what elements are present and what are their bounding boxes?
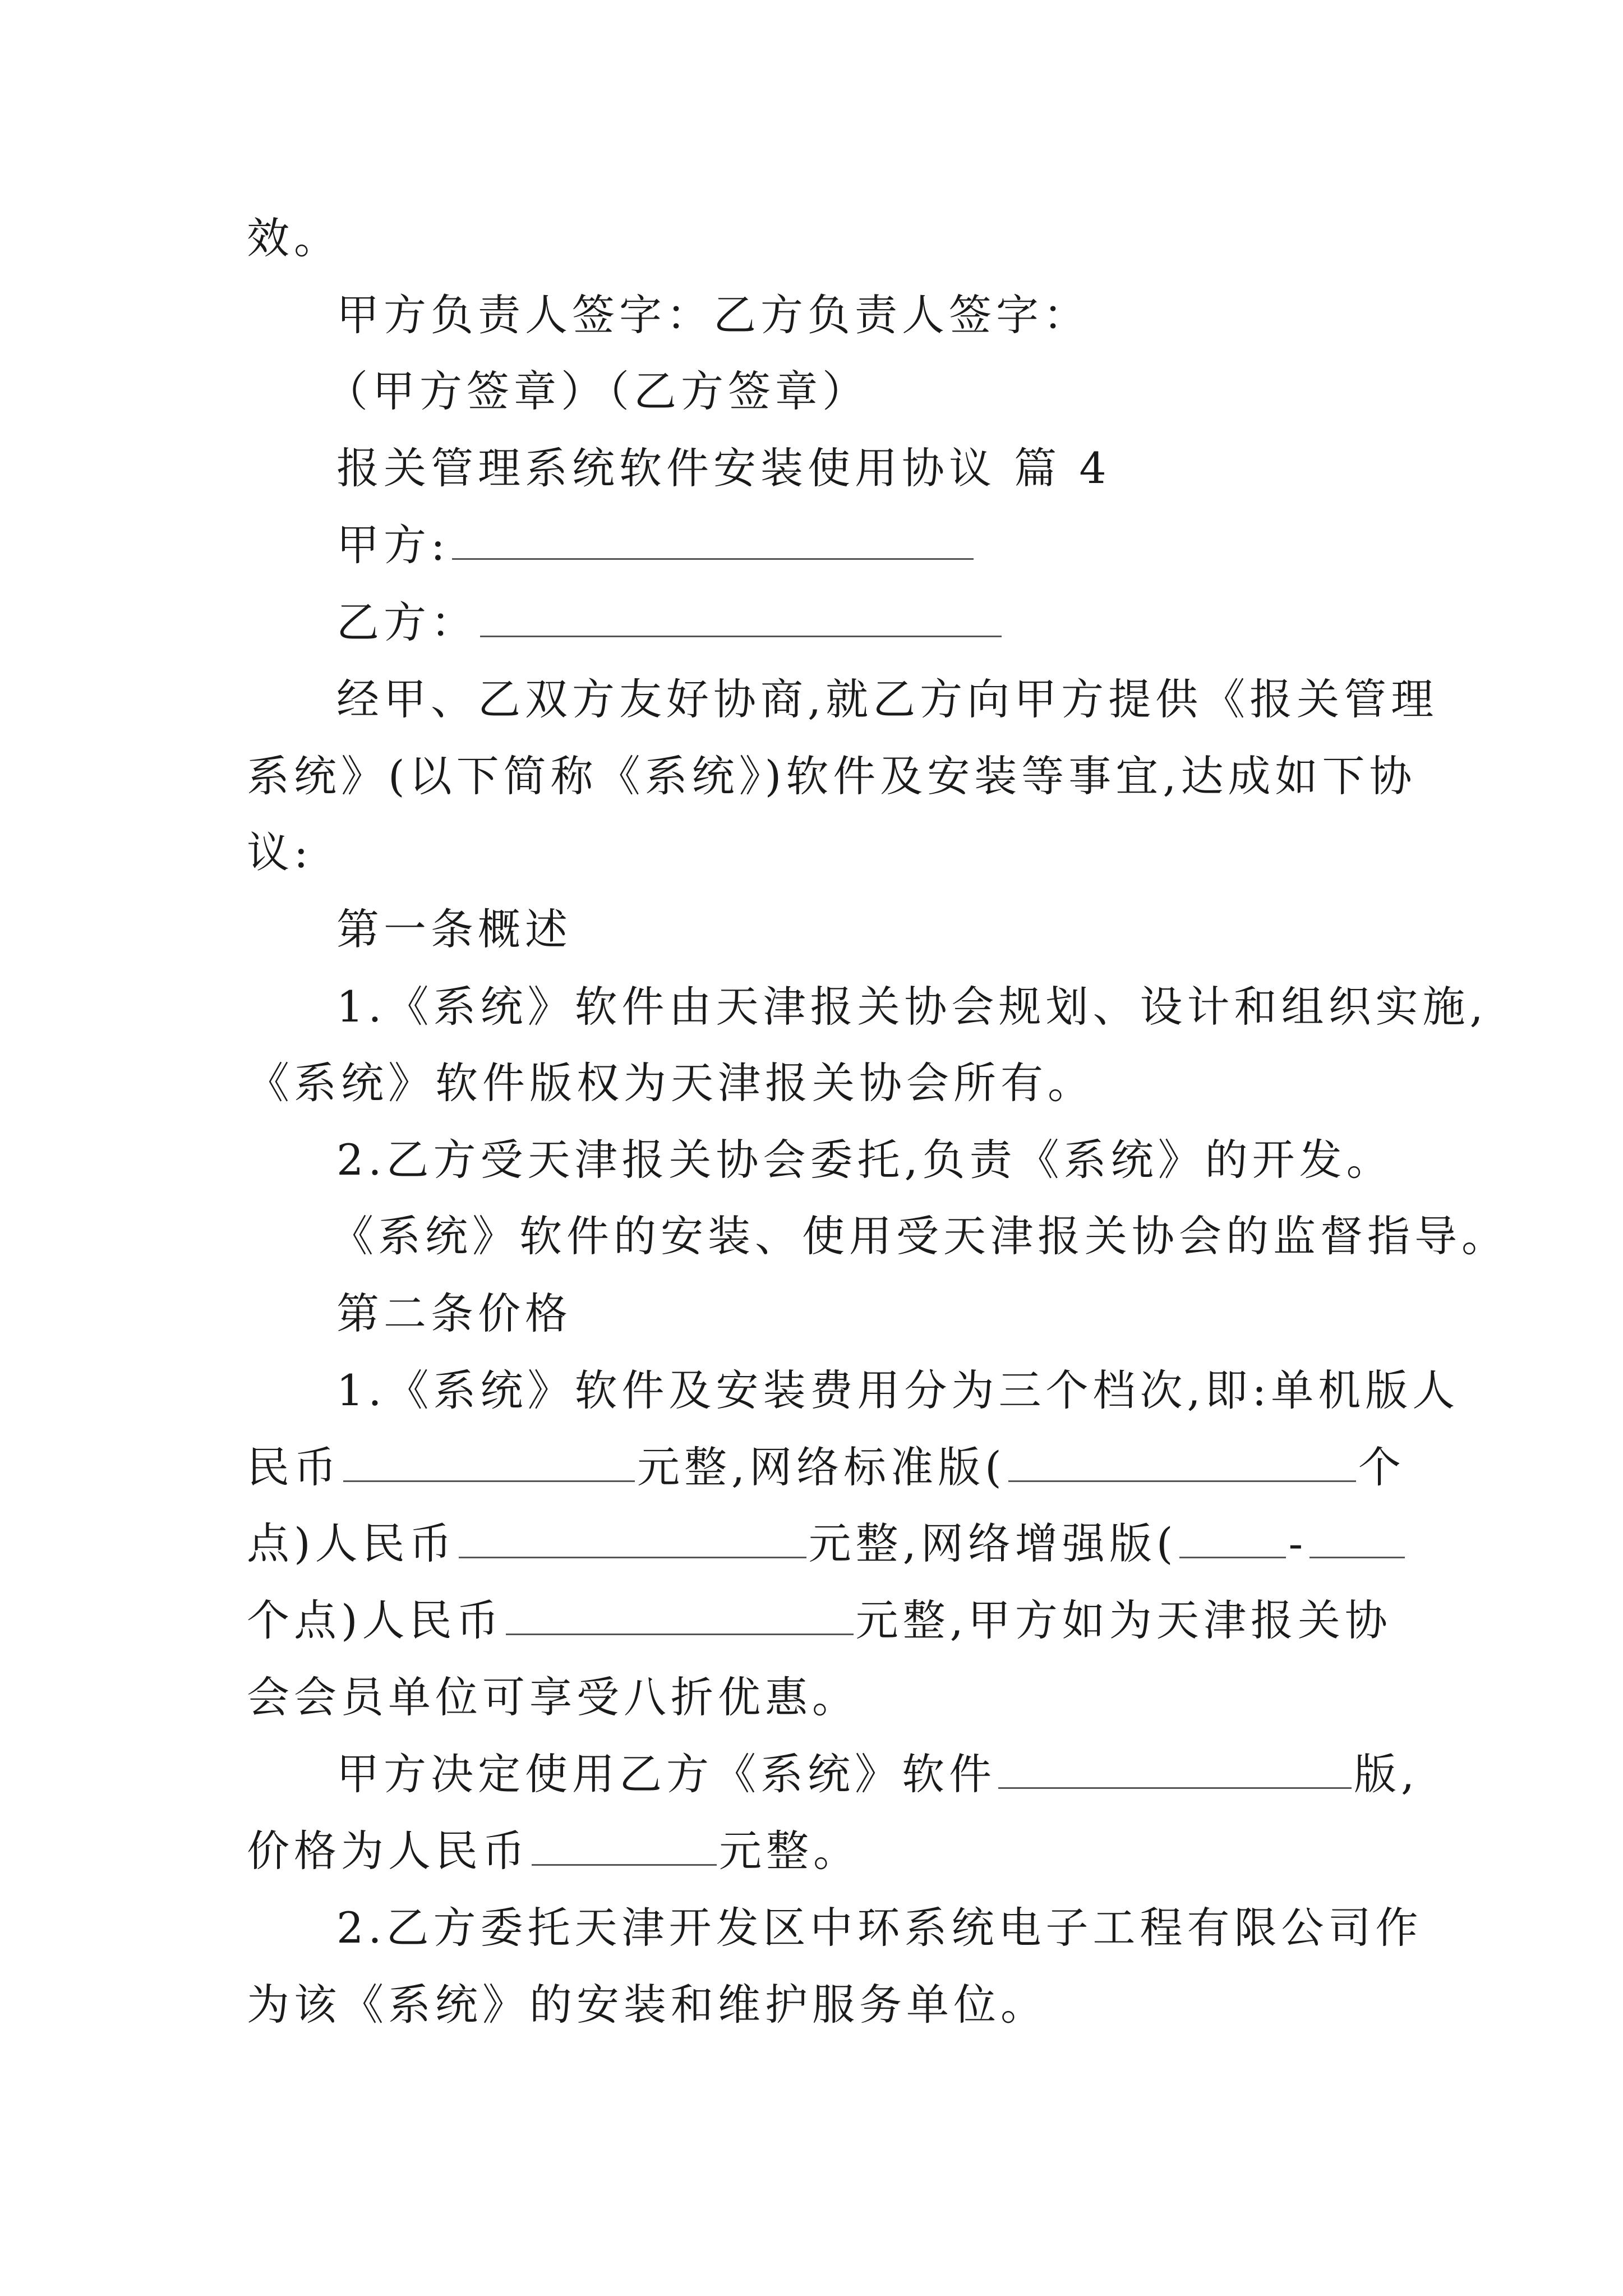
version-line [336,1746,1419,1802]
text-segment: 元整,网络标准版( [637,1442,1006,1492]
text-line: 议: [247,827,313,877]
text-line: 为该《系统》的安装和维护服务单位。 [247,1980,1048,2030]
article-heading: 第二条价格 [336,1289,572,1338]
text-line: 《系统》软件的安装、使用受天津报关协会的监督指导。 [331,1211,1509,1261]
price-blank [506,1594,854,1635]
text-line: 1.《系统》软件由天津报关协会规划、设计和组织实施, [336,982,1488,1032]
party-b-label: 乙方： [336,597,478,647]
price-line [247,1593,1392,1649]
text-line: 2.乙方受天津报关协会委托,负责《系统》的开发。 [336,1135,1394,1185]
points-blank [1310,1517,1405,1558]
price-line [247,1516,1407,1572]
price-blank [343,1441,635,1482]
price-line [247,1823,860,1879]
text-segment: 甲方决定使用乙方《系统》软件 [336,1749,996,1799]
text-segment: 个点)人民币 [247,1595,504,1645]
text-line: 1.《系统》软件及安装费用分为三个档次,即:单机版人 [336,1365,1460,1415]
text-segment: 点)人民币 [247,1519,457,1568]
points-blank [1179,1517,1286,1558]
text-line: 系统》(以下简称《系统》)软件及安装等事宜,达成如下协 [247,751,1417,801]
text-segment: 民币 [247,1442,341,1492]
points-blank [1008,1441,1356,1482]
text-segment: - [1288,1519,1308,1568]
price-blank [459,1517,806,1558]
party-a-line [336,517,976,573]
version-blank [998,1748,1352,1789]
text-line: 效。 [247,213,341,263]
text-segment: 版, [1354,1749,1419,1799]
text-line: 经甲、乙双方友好协商,就乙方向甲方提供《报关管理 [336,674,1438,724]
price-line [247,1439,1405,1496]
section-heading: 报关管理系统软件安装使用协议 篇 4 [336,443,1111,493]
text-segment: 个 [1358,1442,1405,1492]
text-line: 2.乙方委托天津开发区中环系统电子工程有限公司作 [336,1903,1423,1953]
text-segment: 元整,网络增强版( [808,1519,1178,1568]
party-b-line [336,595,1004,651]
seal-line: （甲方签章）（乙方签章） [325,366,869,416]
text-line: 《系统》软件版权为天津报关协会所有。 [247,1058,1095,1108]
text-segment: 价格为人民币 [247,1826,529,1876]
text-segment: 元整。 [719,1826,860,1876]
price-blank [532,1825,717,1866]
text-line: 会会员单位可享受八折优惠。 [247,1672,859,1722]
signature-line: 甲方负责人签字：乙方负责人签字： [336,290,1090,340]
article-heading: 第一条概述 [336,904,572,954]
party-a-label: 甲方: [336,520,450,570]
party-a-blank [452,519,974,560]
party-b-blank [480,596,1002,637]
text-segment: 元整,甲方如为天津报关协 [855,1595,1392,1645]
